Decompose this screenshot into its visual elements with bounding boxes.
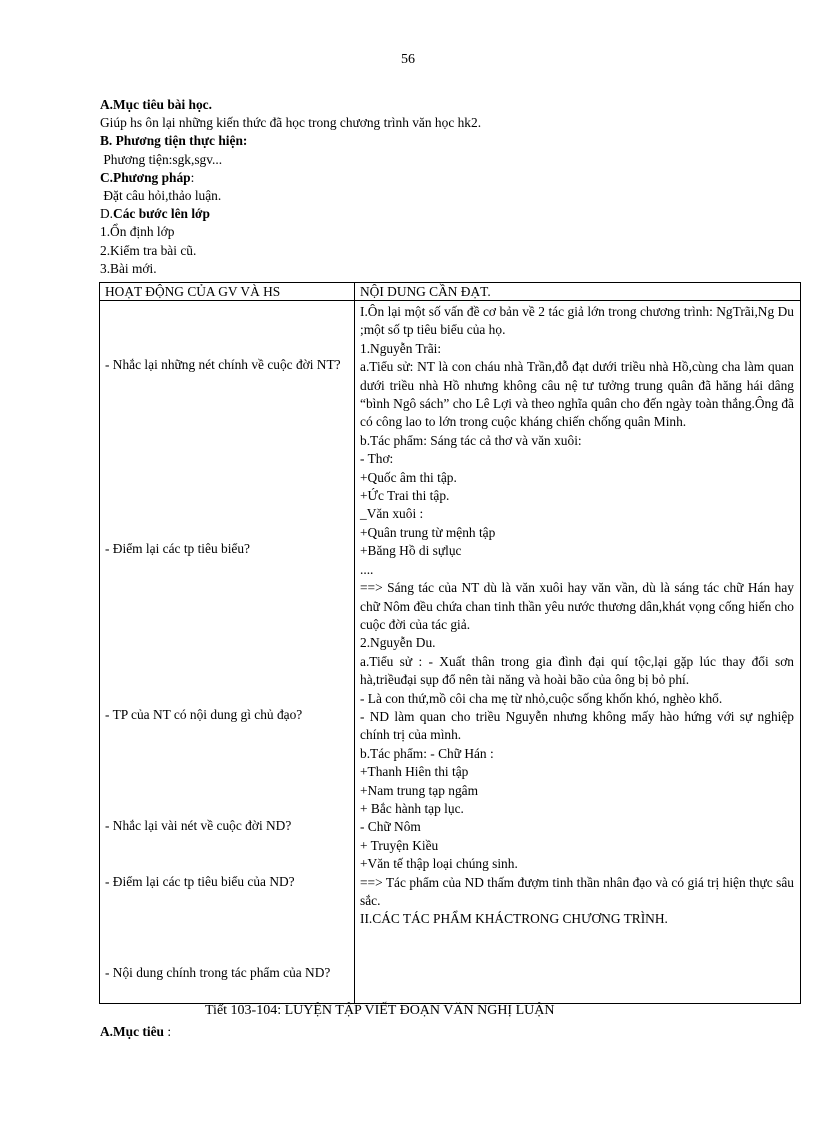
method-text: Đặt câu hỏi,thảo luận.	[100, 188, 222, 204]
content-cell	[355, 301, 801, 1004]
activities-cell	[100, 301, 355, 1004]
content-line: _Văn xuôi :	[360, 506, 424, 522]
step-3: 3.Bài mới.	[100, 260, 157, 276]
content-line: 2.Nguyễn Du.	[360, 635, 436, 651]
means-heading: B. Phương tiện thực hiện:	[100, 133, 248, 149]
content-line: +Nam trung tạp ngâm	[360, 782, 478, 798]
question-2: - Điểm lại các tp tiêu biểu?	[105, 541, 251, 556]
footer-objective	[100, 1024, 171, 1040]
content-line: II.CÁC TÁC PHẨM KHÁCTRONG CHƯƠNG TRÌNH.	[360, 911, 668, 927]
content-line: a.Tiểu sử: NT là con cháu nhà Trần,đỗ đạt dưới triều nhà Hồ,cùng cha làm quan dưới triều nhà Hồ nhưng không câu nệ tư tưởng trung quân đã hăng hái dâng “bình Ngô sách” cho Lê Lợi và theo nghĩa quân cho đến ngày toàn thắng.Ông đã có công lao to lớn trong cuộc kháng chiến chống quân Minh.	[360, 359, 794, 430]
header-content: NỘI DUNG CẦN ĐẠT.	[355, 283, 801, 301]
steps-line	[100, 205, 800, 223]
question-6: - Nội dung chính trong tác phẩm của ND?	[105, 965, 331, 980]
method-heading: C.Phương pháp	[100, 169, 191, 185]
content-line: ==> Tác phẩm của ND thấm đượm tinh thần nhân đạo và có giá trị hiện thực sâu sắc.	[360, 874, 794, 908]
objective-heading: A.Mục tiêu bài học.	[100, 97, 212, 112]
content-line: a.Tiểu sử : - Xuất thân trong gia đình đại quí tộc,lại gặp lúc thay đổi sơn hà,triềuđại sụp đổ nên tài năng và hoài bão của ông bị bỏ phí.	[360, 653, 794, 688]
lesson-table	[99, 282, 801, 1004]
question-4: - Nhắc lại vài nét về cuộc đời ND?	[105, 818, 292, 833]
step-1: 1.Ổn định lớp	[100, 224, 175, 240]
question-3: - TP của NT có nội dung gì chủ đạo?	[105, 707, 303, 722]
content-line: ....	[360, 561, 374, 577]
content-line: - ND làm quan cho triều Nguyễn nhưng không mấy hào hứng với sự nghiệp chính trị của mình.	[360, 708, 794, 743]
lesson-intro	[100, 96, 800, 278]
means-text: Phương tiện:sgk,sgv...	[100, 151, 223, 167]
step-2: 2.Kiểm tra bài cũ.	[100, 242, 197, 258]
footer-objective-heading: A.Mục tiêu	[100, 1024, 164, 1039]
content-line: b.Tác phẩm: - Chữ Hán :	[360, 745, 494, 761]
content-line: - Là con thứ,mồ côi cha mẹ từ nhỏ,cuộc sống khốn khó, nghèo khổ.	[360, 690, 723, 706]
method-line	[100, 169, 800, 187]
content-line: +Văn tế thập loại chúng sinh.	[360, 856, 518, 872]
question-1: - Nhắc lại những nét chính về cuộc đời NT?	[105, 357, 341, 372]
content-line: b.Tác phẩm: Sáng tác cả thơ và văn xuôi:	[360, 432, 582, 448]
content-line: +Thanh Hiên thi tập	[360, 764, 469, 780]
content-line: +Băng Hồ di sựlục	[360, 543, 462, 559]
footer-objective-suffix: :	[163, 1024, 172, 1039]
content-line: 1.Nguyễn Trãi:	[360, 340, 442, 356]
content-line: +Ức Trai thi tập.	[360, 488, 450, 504]
content-line: I.Ôn lại một số vấn đề cơ bản về 2 tác giả lớn trong chương trình: NgTrãi,Ng Du ;một số tp tiêu biểu của họ.	[360, 304, 794, 338]
table-row	[100, 301, 801, 1004]
steps-prefix: D.	[100, 206, 114, 222]
objective-text: Giúp hs ôn lại những kiến thức đã học trong chương trình văn học hk2.	[100, 115, 482, 131]
header-activities: HOẠT ĐỘNG CỦA GV VÀ HS	[100, 283, 355, 301]
content-line: + Truyện Kiều	[360, 837, 439, 853]
content-line: +Quốc âm thi tập.	[360, 469, 457, 485]
question-5: - Điểm lại các tp tiêu biểu của ND?	[105, 874, 295, 889]
steps-heading: Các bước lên lớp	[113, 206, 210, 222]
page-number: 56	[401, 52, 415, 67]
content-line: + Bắc hành tạp lục.	[360, 800, 464, 816]
method-suffix: :	[190, 169, 195, 185]
content-line: - Chữ Nôm	[360, 819, 421, 835]
content-line: - Thơ:	[360, 451, 394, 467]
content-line: +Quân trung từ mệnh tập	[360, 524, 496, 540]
table-header-row	[100, 283, 801, 301]
lesson-title: Tiết 103-104: LUYỆN TẬP VIẾT ĐOẠN VĂN NGHỊ LUẬN	[205, 1003, 555, 1018]
content-line: ==> Sáng tác của NT dù là văn xuôi hay văn vần, dù là sáng tác chữ Hán hay chữ Nôm đều chứa chan tinh thần yêu nước thương dân,khát vọng cống hiến cho cuộc đời của tác giả.	[360, 580, 794, 632]
